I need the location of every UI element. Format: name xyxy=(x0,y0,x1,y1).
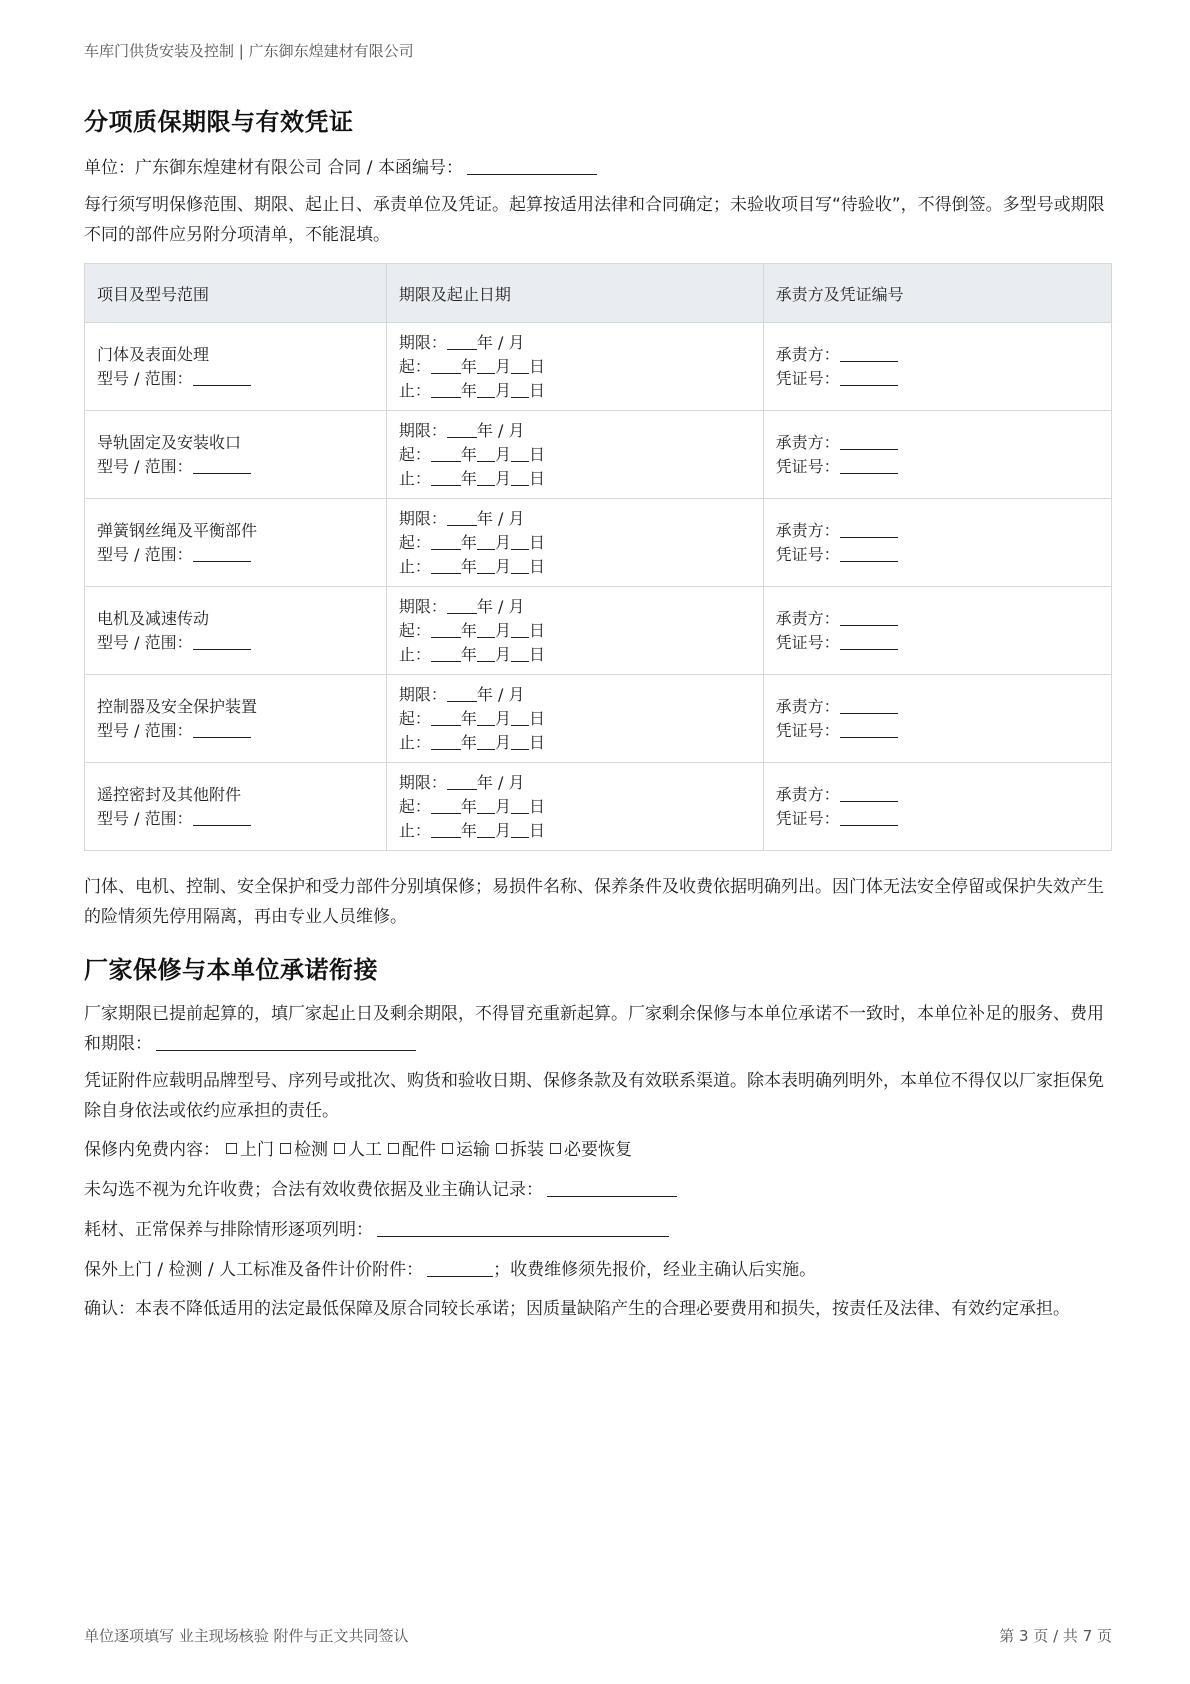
start-year-field[interactable] xyxy=(431,797,461,814)
end-month-field[interactable] xyxy=(477,557,495,574)
unit-line xyxy=(84,153,597,183)
party-field[interactable] xyxy=(840,521,898,538)
voucher-field[interactable] xyxy=(840,457,898,474)
pricing-attachment-field[interactable] xyxy=(427,1258,493,1277)
free-option-label: 配件 xyxy=(402,1140,436,1160)
after-table-note: 门体、电机、控制、安全保护和受力部件分别填保修；易损件名称、保养条件及收费依据明确列出。因门体无法安全停留或保护失效产生的险情须先停用隔离，再由专业人员维修。 xyxy=(84,877,1104,927)
exclusions-field[interactable] xyxy=(377,1218,669,1237)
free-option-checkbox[interactable] xyxy=(280,1143,291,1154)
voucher-field[interactable] xyxy=(840,369,898,386)
table-header-item: 项目及型号范围 xyxy=(85,264,387,323)
start-day-field[interactable] xyxy=(511,445,529,462)
free-option-label: 运输 xyxy=(456,1140,490,1160)
start-year-field[interactable] xyxy=(431,445,461,462)
start-day-field[interactable] xyxy=(511,797,529,814)
item-cell: 遥控密封及其他附件 型号 / 范围： xyxy=(85,763,387,851)
end-month-field[interactable] xyxy=(477,733,495,750)
unit-label: 单位：广东御东煌建材有限公司 合同 / 本函编号： xyxy=(84,158,463,178)
term-field[interactable] xyxy=(447,597,477,614)
end-day-field[interactable] xyxy=(511,469,529,486)
end-year-field[interactable] xyxy=(431,557,461,574)
end-year-field[interactable] xyxy=(431,469,461,486)
item-name: 遥控密封及其他附件 xyxy=(97,784,242,804)
term-cell: 期限： 年 / 月 起： 年 月 日 止： 年 月 日 xyxy=(386,411,763,499)
free-option-checkbox[interactable] xyxy=(550,1143,561,1154)
start-day-field[interactable] xyxy=(511,533,529,550)
start-month-field[interactable] xyxy=(477,709,495,726)
term-field[interactable] xyxy=(447,685,477,702)
warranty-table xyxy=(84,263,1112,851)
start-day-field[interactable] xyxy=(511,621,529,638)
party-field[interactable] xyxy=(840,345,898,362)
section-title-warranty-terms: 分项质保期限与有效凭证 xyxy=(84,108,354,136)
start-year-field[interactable] xyxy=(431,621,461,638)
free-option-checkbox[interactable] xyxy=(334,1143,345,1154)
intro-paragraph: 每行须写明保修范围、期限、起止日、承责单位及凭证。起算按适用法律和合同确定；未验收项目写“待验收”，不得倒签。多型号或期限不同的部件应另附分项清单，不能混填。 xyxy=(84,195,1105,245)
voucher-field[interactable] xyxy=(840,721,898,738)
table-row xyxy=(85,499,1112,587)
end-month-field[interactable] xyxy=(477,469,495,486)
voucher-field[interactable] xyxy=(840,545,898,562)
model-field[interactable] xyxy=(193,633,251,650)
footer-left: 单位逐项填写 业主现场核验 附件与正文共同签认 xyxy=(84,1627,409,1645)
model-field[interactable] xyxy=(193,809,251,826)
term-cell: 期限： 年 / 月 起： 年 月 日 止： 年 月 日 xyxy=(386,587,763,675)
party-field[interactable] xyxy=(840,433,898,450)
table-row xyxy=(85,323,1112,411)
table-header-term: 期限及起止日期 xyxy=(386,264,763,323)
term-field[interactable] xyxy=(447,333,477,350)
item-cell: 门体及表面处理 型号 / 范围： xyxy=(85,323,387,411)
model-field[interactable] xyxy=(193,457,251,474)
table-row xyxy=(85,675,1112,763)
table-row xyxy=(85,763,1112,851)
end-day-field[interactable] xyxy=(511,733,529,750)
end-year-field[interactable] xyxy=(431,381,461,398)
party-field[interactable] xyxy=(840,697,898,714)
voucher-paragraph: 凭证附件应载明品牌型号、序列号或批次、购货和验收日期、保修条款及有效联系渠道。除本表明确列明外，本单位不得仅以厂家拒保免除自身依法或依约应承担的责任。 xyxy=(84,1071,1104,1121)
start-month-field[interactable] xyxy=(477,533,495,550)
item-cell: 弹簧钢丝绳及平衡部件 型号 / 范围： xyxy=(85,499,387,587)
term-field[interactable] xyxy=(447,509,477,526)
item-name: 门体及表面处理 xyxy=(97,344,210,364)
party-cell: 承责方： 凭证号： xyxy=(763,323,1111,411)
start-day-field[interactable] xyxy=(511,357,529,374)
voucher-field[interactable] xyxy=(840,633,898,650)
start-year-field[interactable] xyxy=(431,533,461,550)
term-field[interactable] xyxy=(447,421,477,438)
term-field[interactable] xyxy=(447,773,477,790)
item-cell: 电机及减速传动 型号 / 范围： xyxy=(85,587,387,675)
section-title-manufacturer: 厂家保修与本单位承诺衔接 xyxy=(84,956,378,984)
free-option-label: 人工 xyxy=(348,1140,382,1160)
party-cell: 承责方： 凭证号： xyxy=(763,587,1111,675)
model-field[interactable] xyxy=(193,369,251,386)
table-header-party: 承责方及凭证编号 xyxy=(763,264,1111,323)
start-day-field[interactable] xyxy=(511,709,529,726)
term-cell: 期限： 年 / 月 起： 年 月 日 止： 年 月 日 xyxy=(386,675,763,763)
end-year-field[interactable] xyxy=(431,733,461,750)
free-option-checkbox[interactable] xyxy=(226,1143,237,1154)
party-cell: 承责方： 凭证号： xyxy=(763,411,1111,499)
free-option-label: 检测 xyxy=(294,1140,328,1160)
start-year-field[interactable] xyxy=(431,357,461,374)
party-cell: 承责方： 凭证号： xyxy=(763,763,1111,851)
fee-basis-field[interactable] xyxy=(547,1178,677,1197)
free-content-label: 保修内免费内容： xyxy=(84,1140,220,1160)
item-cell: 控制器及安全保护装置 型号 / 范围： xyxy=(85,675,387,763)
end-year-field[interactable] xyxy=(431,821,461,838)
free-option-label: 必要恢复 xyxy=(564,1140,632,1160)
end-day-field[interactable] xyxy=(511,645,529,662)
model-field[interactable] xyxy=(193,721,251,738)
table-header-row xyxy=(85,264,1112,323)
start-month-field[interactable] xyxy=(477,357,495,374)
voucher-field[interactable] xyxy=(840,809,898,826)
end-day-field[interactable] xyxy=(511,381,529,398)
end-month-field[interactable] xyxy=(477,645,495,662)
exclusions-line: 耗材、正常保养与排除情形逐项列明： xyxy=(84,1215,1112,1245)
table-row xyxy=(85,587,1112,675)
term-cell: 期限： 年 / 月 起： 年 月 日 止： 年 月 日 xyxy=(386,499,763,587)
confirmation-paragraph: 确认：本表不降低适用的法定最低保障及原合同较长承诺；因质量缺陷产生的合理必要费用和损失，按责任及法律、有效约定承担。 xyxy=(84,1299,1070,1319)
item-name: 导轨固定及安装收口 xyxy=(97,432,242,452)
free-option-label: 上门 xyxy=(240,1140,274,1160)
out-of-warranty-line: 保外上门 / 检测 / 人工标准及备件计价附件： ；收费维修须先报价，经业主确认后实施。 xyxy=(84,1260,817,1280)
free-option-checkbox[interactable] xyxy=(496,1143,507,1154)
supplement-field[interactable] xyxy=(156,1032,416,1051)
free-content-line xyxy=(84,1135,1112,1165)
contract-number-field[interactable] xyxy=(467,156,597,175)
item-name: 弹簧钢丝绳及平衡部件 xyxy=(97,520,258,540)
start-month-field[interactable] xyxy=(477,445,495,462)
term-cell: 期限： 年 / 月 起： 年 月 日 止： 年 月 日 xyxy=(386,323,763,411)
party-cell: 承责方： 凭证号： xyxy=(763,499,1111,587)
end-day-field[interactable] xyxy=(511,821,529,838)
end-month-field[interactable] xyxy=(477,821,495,838)
end-year-field[interactable] xyxy=(431,645,461,662)
item-name: 控制器及安全保护装置 xyxy=(97,696,258,716)
running-header: 车库门供货安装及控制 | 广东御东煌建材有限公司 xyxy=(84,42,414,60)
manufacturer-paragraph: 厂家期限已提前起算的，填厂家起止日及剩余期限，不得冒充重新起算。厂家剩余保修与本单位承诺不一致时，本单位补足的服务、费用和期限： xyxy=(84,1004,1104,1054)
item-cell: 导轨固定及安装收口 型号 / 范围： xyxy=(85,411,387,499)
term-cell: 期限： 年 / 月 起： 年 月 日 止： 年 月 日 xyxy=(386,763,763,851)
end-month-field[interactable] xyxy=(477,381,495,398)
page-number: 第 3 页 / 共 7 页 xyxy=(999,1627,1112,1645)
fee-basis-line: 未勾选不视为允许收费；合法有效收费依据及业主确认记录： xyxy=(84,1175,1112,1205)
free-option-checkbox[interactable] xyxy=(442,1143,453,1154)
party-field[interactable] xyxy=(840,609,898,626)
end-day-field[interactable] xyxy=(511,557,529,574)
table-row xyxy=(85,411,1112,499)
party-field[interactable] xyxy=(840,785,898,802)
start-month-field[interactable] xyxy=(477,621,495,638)
start-month-field[interactable] xyxy=(477,797,495,814)
model-field[interactable] xyxy=(193,545,251,562)
party-cell: 承责方： 凭证号： xyxy=(763,675,1111,763)
start-year-field[interactable] xyxy=(431,709,461,726)
item-name: 电机及减速传动 xyxy=(97,608,210,628)
free-option-checkbox[interactable] xyxy=(388,1143,399,1154)
free-option-label: 拆装 xyxy=(510,1140,544,1160)
